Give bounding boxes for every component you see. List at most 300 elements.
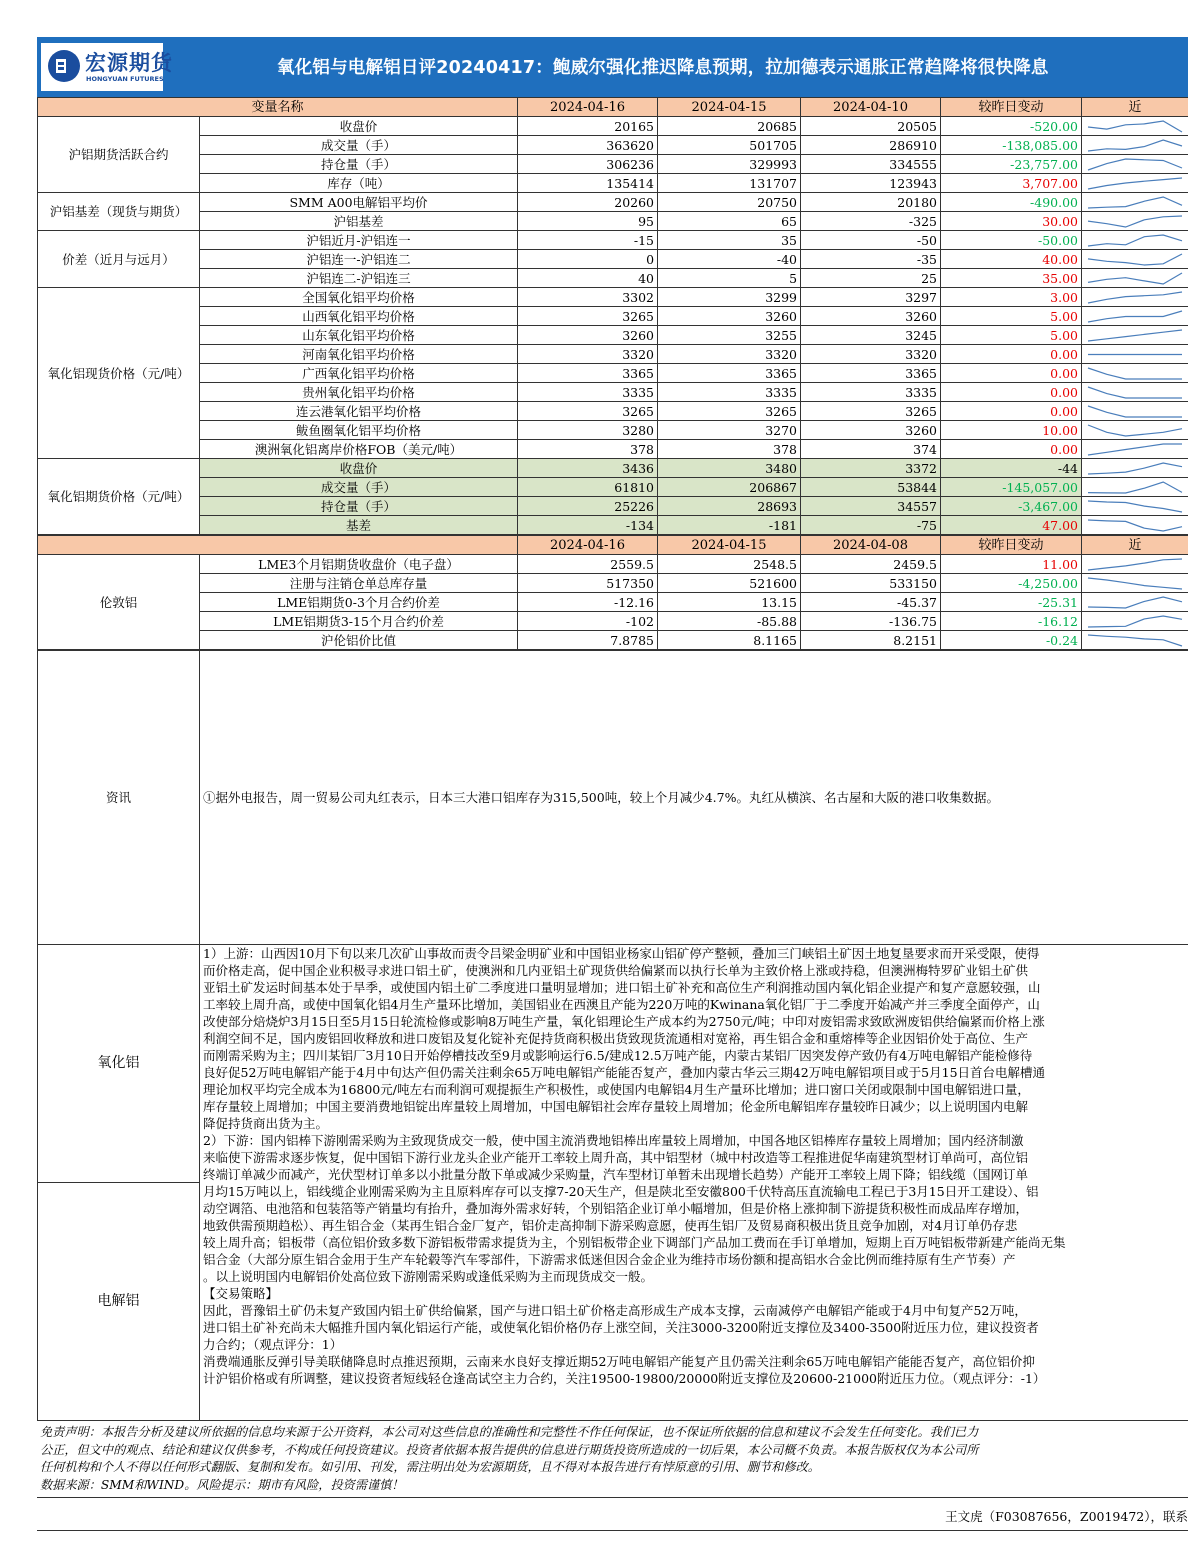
value-cell: 13.15 — [658, 593, 801, 612]
value-cell: 20685 — [658, 117, 801, 136]
sparkline-chart — [1085, 479, 1185, 496]
value-cell: 3280 — [518, 421, 658, 440]
analysis-line: 力合约；（观点评分：1） — [203, 1337, 343, 1352]
value-cell: 20505 — [801, 117, 941, 136]
analysis-line: 终端订单减少而减产，光伏型材订单多以小批量分散下单或减少采购量，汽车型材订单暂未出现增长趋势）产能开工率较上周下降；铝线缆（国网订单 — [203, 1167, 1029, 1182]
value-cell: -15 — [518, 231, 658, 250]
sparkline-chart — [1085, 213, 1185, 230]
table-row — [38, 136, 1188, 155]
group-label: 价差（近月与远月） — [38, 231, 200, 288]
value-cell: 20180 — [801, 193, 941, 212]
sparkline-chart — [1085, 346, 1185, 363]
value-cell: 25226 — [518, 497, 658, 516]
value-cell: 286910 — [801, 136, 941, 155]
sparkline-cell — [1082, 174, 1188, 193]
sparkline-line — [1088, 159, 1182, 170]
group-label: 沪铝期货活跃合约 — [38, 117, 200, 193]
disclaimer-line: 公正，但文中的观点、结论和建议仅供参考，不构成任何投资建议。投资者依据本报告提供的信息进行期货投资所造成的一切后果，本公司概不负责。本报告版权仅为本公司所 — [40, 1442, 979, 1457]
sparkline-chart — [1085, 156, 1185, 173]
row-label: 库存（吨） — [200, 174, 518, 193]
change-cell: 0.00 — [941, 440, 1082, 459]
sparkline-cell — [1082, 212, 1188, 231]
disclaimer-line: 任何机构和个人不得以任何形式翻版、复制和发布。如引用、刊发，需注明出处为宏源期货，且不得对本报告进行有悖原意的引用、删节和修改。 — [40, 1460, 820, 1474]
analysis-line: 利润空间不足，国内废铝回收释放和进口废铝及复化锭补充促持货商积极出货致现货流通相对宽裕，再生铝合金和重熔棒等企业因铝价处于高位、生产 — [203, 1031, 1029, 1046]
value-cell: 25 — [801, 269, 941, 288]
value-cell: 3335 — [518, 383, 658, 402]
header-cell: 2024-04-10 — [801, 98, 941, 117]
change-cell: 5.00 — [941, 326, 1082, 345]
value-cell: 7.8785 — [518, 631, 658, 650]
logo-english-text: HONGYUAN FUTURES — [86, 75, 164, 83]
analysis-line: 库存量较上周增加；中国主要消费地铝锭出库量较上周增加，中国电解铝社会库存量较上周增加；伦金所电解铝库存量较昨日减少；以上说明国内电解 — [203, 1099, 1029, 1114]
analysis-line: 月均15万吨以上，铝线缆企业刚需采购为主且原料库存可以支撑7-20天生产，但是陕北至安徽800千伏特高压直流输电工程已于3月15日开工建设）、铝 — [203, 1184, 1039, 1199]
logo-chinese-text: 宏源期货 — [85, 51, 173, 75]
change-cell: 0.00 — [941, 402, 1082, 421]
sparkline-line — [1088, 387, 1182, 398]
table-row — [38, 307, 1188, 326]
table-row — [38, 250, 1188, 269]
value-cell: 3480 — [658, 459, 801, 478]
sparkline-chart — [1085, 556, 1185, 573]
table-row — [38, 383, 1188, 402]
row-label: 沪铝连一-沪铝连二 — [200, 250, 518, 269]
sparkline-cell — [1082, 574, 1188, 593]
sparkline-chart — [1085, 289, 1185, 306]
aluminum-section-label: 电解铝 — [97, 1292, 140, 1309]
value-cell: 306236 — [518, 155, 658, 174]
analysis-line: 来临使下游需求逐步恢复，促中国铝下游行业龙头企业产能开工率较上周升高，其中铝型材（城中村改造等工程推进促华南建筑型材订单尚可，高位铝 — [203, 1150, 1029, 1165]
change-cell: 10.00 — [941, 421, 1082, 440]
value-cell: -134 — [518, 516, 658, 535]
sparkline-chart — [1085, 575, 1185, 592]
row-label: 收盘价 — [200, 117, 518, 136]
value-cell: 2548.5 — [658, 555, 801, 574]
sparkline-chart — [1085, 308, 1185, 325]
sparkline-cell — [1082, 288, 1188, 307]
change-cell: 3.00 — [941, 288, 1082, 307]
row-label: 澳洲氧化铝离岸价格FOB（美元/吨） — [200, 440, 518, 459]
table-row — [38, 459, 1188, 478]
value-cell: -50 — [801, 231, 941, 250]
group-label: 沪铝基差（现货与期货） — [38, 193, 200, 231]
sparkline-chart — [1085, 460, 1185, 477]
table-row — [38, 269, 1188, 288]
value-cell: 3320 — [518, 345, 658, 364]
analysis-line: 降促持货商出货为主。 — [203, 1116, 329, 1131]
sparkline-cell — [1082, 383, 1188, 402]
table-row — [38, 117, 1188, 136]
sparkline-line — [1088, 425, 1182, 436]
sparkline-chart — [1085, 384, 1185, 401]
analysis-line: 工率较上周升高，或使中国氧化铝4月生产量环比增加，美国铝业在西澳且产能为220万吨的Kwinana氧化铝厂于二季度开始减产并三季度全面停产，山 — [203, 997, 1040, 1012]
sparkline-cell — [1082, 250, 1188, 269]
sparkline-line — [1088, 273, 1182, 284]
sparkline-line — [1088, 178, 1182, 189]
value-cell: 3335 — [801, 383, 941, 402]
header-cell: 2024-04-16 — [518, 536, 658, 555]
group-label: 氧化铝现货价格（元/吨） — [38, 288, 200, 459]
header-cell: 2024-04-15 — [658, 536, 801, 555]
table-row — [38, 612, 1188, 631]
table-row — [38, 155, 1188, 174]
sparkline-line — [1088, 330, 1182, 341]
row-label: 成交量（手） — [200, 136, 518, 155]
value-cell: 8.1165 — [658, 631, 801, 650]
sparkline-cell — [1082, 421, 1188, 440]
value-cell: 3245 — [801, 326, 941, 345]
table-row — [38, 193, 1188, 212]
sparkline-cell — [1082, 307, 1188, 326]
table-row — [38, 231, 1188, 250]
sparkline-line — [1088, 597, 1182, 608]
change-cell: 11.00 — [941, 555, 1082, 574]
analysis-line: 因此，晋豫铝土矿仍未复产致国内铝土矿供给偏紧，国产与进口铝土矿价格走高形成生产成本支撑，云南减停产电解铝产能或于4月中旬复产52万吨， — [203, 1303, 1027, 1318]
row-label: 注册与注销仓单总库存量 — [200, 574, 518, 593]
value-cell: 3372 — [801, 459, 941, 478]
value-cell: 131707 — [658, 174, 801, 193]
change-cell: -3,467.00 — [941, 497, 1082, 516]
lme-header-row — [38, 536, 1188, 555]
table-row — [38, 516, 1188, 535]
value-cell: 3260 — [518, 326, 658, 345]
value-cell: 206867 — [658, 478, 801, 497]
header-variable-name: 变量名称 — [38, 98, 518, 117]
value-cell: 123943 — [801, 174, 941, 193]
row-label: 沪铝近月-沪铝连一 — [200, 231, 518, 250]
value-cell: 3265 — [518, 307, 658, 326]
change-cell: 0.00 — [941, 345, 1082, 364]
value-cell: 334555 — [801, 155, 941, 174]
value-cell: -181 — [658, 516, 801, 535]
value-cell: -85.88 — [658, 612, 801, 631]
change-cell: -145,057.00 — [941, 478, 1082, 497]
value-cell: 35 — [658, 231, 801, 250]
sparkline-line — [1088, 578, 1182, 589]
value-cell: 3299 — [658, 288, 801, 307]
value-cell: 3335 — [658, 383, 801, 402]
change-cell: 35.00 — [941, 269, 1082, 288]
value-cell: 20750 — [658, 193, 801, 212]
sparkline-line — [1088, 121, 1182, 132]
value-cell: 65 — [658, 212, 801, 231]
sparkline-chart — [1085, 137, 1185, 154]
sparkline-line — [1088, 406, 1182, 417]
value-cell: 3365 — [518, 364, 658, 383]
analyst-info: 王文虎（F03087656，Z0019472），联系 — [37, 1498, 1188, 1531]
change-cell: -23,757.00 — [941, 155, 1082, 174]
header-cell: 近 — [1082, 98, 1188, 117]
analysis-line: 较上周升高；铝板带（高位铝价致多数下游铝板带需求提货为主，个别铝板带企业下调部门产品加工费而在手订单增加，短期上百万吨铝板带新建产能尚无集 — [203, 1235, 1066, 1250]
report-header — [37, 37, 1188, 97]
sparkline-line — [1088, 635, 1182, 646]
row-label: LME铝期货0-3个月合约价差 — [200, 593, 518, 612]
sparkline-cell — [1082, 155, 1188, 174]
sparkline-cell — [1082, 612, 1188, 631]
news-text: ①据外电报告，周一贸易公司丸红表示，日本三大港口铝库存为315,500吨，较上个月减少4.7%。丸红从横滨、名古屋和大阪的港口收集数据。 — [200, 651, 1188, 945]
sparkline-line — [1088, 140, 1182, 151]
value-cell: -40 — [658, 250, 801, 269]
analysis-line: 理论加权平均完全成本为16800元/吨左右而利润可观提振生产积极性，或使国内电解铝4月生产量环比增加；进口窗口关闭或限制中国电解铝进口量， — [203, 1082, 1030, 1097]
value-cell: 3365 — [658, 364, 801, 383]
sparkline-line — [1088, 520, 1182, 531]
sparkline-line — [1088, 444, 1182, 455]
row-label: 鲅鱼圈氧化铝平均价格 — [200, 421, 518, 440]
sparkline-line — [1088, 482, 1182, 493]
change-cell: -44 — [941, 459, 1082, 478]
change-cell: 0.00 — [941, 364, 1082, 383]
company-logo — [41, 43, 173, 91]
value-cell: 95 — [518, 212, 658, 231]
value-cell: 28693 — [658, 497, 801, 516]
header-cell: 2024-04-15 — [658, 98, 801, 117]
alumina-section-label: 氧化铝 — [38, 945, 199, 1183]
value-cell: 8.2151 — [801, 631, 941, 650]
table-row — [38, 593, 1188, 612]
sparkline-line — [1088, 463, 1182, 474]
value-cell: 3265 — [658, 402, 801, 421]
analysis-line: 亚铝土矿发运时间基本处于旱季，或使国内铝土矿二季度进口量明显增加；进口铝土矿补充和高位生产利润推动国内氧化铝企业提产和复产意愿较强，山 — [203, 980, 1041, 995]
header-cell: 2024-04-16 — [518, 98, 658, 117]
value-cell: 3297 — [801, 288, 941, 307]
value-cell: 378 — [658, 440, 801, 459]
sparkline-cell — [1082, 269, 1188, 288]
header-cell: 2024-04-08 — [801, 536, 941, 555]
table-header-row — [38, 98, 1188, 117]
sparkline-line — [1088, 235, 1182, 246]
analysis-line: 改使部分焙烧炉3月15日至5月15日轮流检修或影响8万吨生产量，氧化铝理论生产成本约为2750元/吨；中印对废铝需求致欧洲废铝供给偏紧而价格上涨 — [203, 1014, 1045, 1029]
sparkline-cell — [1082, 497, 1188, 516]
value-cell: 2459.5 — [801, 555, 941, 574]
row-label: 沪铝连二-沪铝连三 — [200, 269, 518, 288]
row-label: 全国氧化铝平均价格 — [200, 288, 518, 307]
table-row — [38, 478, 1188, 497]
value-cell: 3320 — [801, 345, 941, 364]
sparkline-line — [1088, 197, 1182, 208]
header-cell: 近 — [1082, 536, 1188, 555]
change-cell: -4,250.00 — [941, 574, 1082, 593]
analysis-line: 铝合金（大部分原生铝合金用于生产车轮毂等汽车零部件，下游需求低迷但因合金企业为维持市场份额和提高铝水合金比例而维持原有生产节奏）产 — [203, 1252, 1016, 1267]
sparkline-line — [1088, 501, 1182, 512]
sparkline-chart — [1085, 270, 1185, 287]
change-cell: -490.00 — [941, 193, 1082, 212]
sparkline-line — [1088, 292, 1182, 303]
row-label: 连云港氧化铝平均价格 — [200, 402, 518, 421]
change-cell: 5.00 — [941, 307, 1082, 326]
analysis-line: 。以上说明国内电解铝价处高位致下游刚需采购或逢低采购为主而现货成交一般。 — [203, 1269, 654, 1284]
report-sheet — [37, 37, 1188, 1531]
sparkline-chart — [1085, 327, 1185, 344]
value-cell: 53844 — [801, 478, 941, 497]
change-cell: 0.00 — [941, 383, 1082, 402]
sparkline-chart — [1085, 632, 1185, 649]
value-cell: 363620 — [518, 136, 658, 155]
sparkline-cell — [1082, 478, 1188, 497]
analysis-line: 地致供需预期趋松）、再生铝合金（某再生铝合金厂复产，铝价走高抑制下游采购意愿，使再生铝厂及贸易商积极出货且竞争加剧，对4月订单仍存悲 — [203, 1218, 1018, 1233]
disclaimer-line: 免责声明：本报告分析及建议所依据的信息均来源于公开资料，本公司对这些信息的准确性和完整性不作任何保证，也不保证所依据的信息和建议不会发生任何变化。我们已力 — [40, 1425, 979, 1439]
sparkline-chart — [1085, 194, 1185, 211]
value-cell: 3260 — [658, 307, 801, 326]
value-cell: 521600 — [658, 574, 801, 593]
value-cell: 3260 — [801, 421, 941, 440]
row-label: 沪伦铝价比值 — [200, 631, 518, 650]
lme-aluminum-table — [37, 535, 1188, 650]
analysis-line: 消费端通胀反弹引导美联储降息时点推迟预期，云南来水良好支撑近期52万吨电解铝产能复产且仍需关注剩余65万吨电解铝产能能否复产，高位铝价抑 — [203, 1354, 1035, 1369]
value-cell: 3260 — [801, 307, 941, 326]
value-cell: 3265 — [518, 402, 658, 421]
sparkline-chart — [1085, 498, 1185, 515]
row-label: 沪铝基差 — [200, 212, 518, 231]
sparkline-cell — [1082, 231, 1188, 250]
table-row — [38, 326, 1188, 345]
row-label: SMM A00电解铝平均价 — [200, 193, 518, 212]
news-section-label: 资讯 — [38, 651, 200, 945]
value-cell: -102 — [518, 612, 658, 631]
disclaimer-line: 数据来源：SMM和WIND。风险提示：期市有风险，投资需谨慎！ — [40, 1477, 404, 1492]
sparkline-cell — [1082, 516, 1188, 535]
value-cell: 3255 — [658, 326, 801, 345]
value-cell: -75 — [801, 516, 941, 535]
sparkline-line — [1088, 559, 1182, 570]
value-cell: 3270 — [658, 421, 801, 440]
value-cell: 374 — [801, 440, 941, 459]
sparkline-chart — [1085, 517, 1185, 534]
row-label: LME铝期货3-15个月合约价差 — [200, 612, 518, 631]
row-label: LME3个月铝期货收盘价（电子盘） — [200, 555, 518, 574]
change-cell: -50.00 — [941, 231, 1082, 250]
change-cell: -0.24 — [941, 631, 1082, 650]
value-cell: 517350 — [518, 574, 658, 593]
row-label: 基差 — [200, 516, 518, 535]
row-label: 贵州氧化铝平均价格 — [200, 383, 518, 402]
value-cell: 501705 — [658, 136, 801, 155]
change-cell: -25.31 — [941, 593, 1082, 612]
sparkline-chart — [1085, 613, 1185, 630]
analysis-line: 而价格走高，促中国企业积极寻求进口铝土矿，使澳洲和几内亚铝土矿现货供给偏紧而以执行长单为主致价格上涨或持稳，但澳洲梅特罗矿业铝土矿供 — [203, 963, 1029, 978]
table-row — [38, 421, 1188, 440]
value-cell: -12.16 — [518, 593, 658, 612]
sparkline-cell — [1082, 555, 1188, 574]
value-cell: 378 — [518, 440, 658, 459]
value-cell: 34557 — [801, 497, 941, 516]
value-cell: 0 — [518, 250, 658, 269]
header-blank — [38, 536, 518, 555]
change-cell: 40.00 — [941, 250, 1082, 269]
sparkline-chart — [1085, 441, 1185, 458]
sparkline-line — [1088, 616, 1182, 627]
value-cell: 3436 — [518, 459, 658, 478]
sparkline-cell — [1082, 345, 1188, 364]
change-cell: 47.00 — [941, 516, 1082, 535]
row-label: 山东氧化铝平均价格 — [200, 326, 518, 345]
table-row — [38, 574, 1188, 593]
sparkline-cell — [1082, 364, 1188, 383]
value-cell: 329993 — [658, 155, 801, 174]
header-cell: 较昨日变动 — [941, 536, 1082, 555]
table-row — [38, 555, 1188, 574]
row-label: 持仓量（手） — [200, 155, 518, 174]
analysis-line: 【交易策略】 — [203, 1286, 279, 1301]
sparkline-chart — [1085, 594, 1185, 611]
change-cell: 3,707.00 — [941, 174, 1082, 193]
analysis-line: 而刚需采购为主；四川某铝厂3月10日开始停槽技改至9月或影响运行6.5/建成12.5万吨产能，内蒙古某铝厂因突发停产致仍有4万吨电解铝产能检修待 — [203, 1048, 1033, 1063]
value-cell: 3265 — [801, 402, 941, 421]
value-cell: 533150 — [801, 574, 941, 593]
analysis-line: 良好促52万吨电解铝产能于4月中旬达产但仍需关注剩余65万吨电解铝产能能否复产，叠加内蒙古华云三期42万吨电解铝项目或于5月15日首台电解槽通 — [203, 1065, 1046, 1080]
row-label: 广西氧化铝平均价格 — [200, 364, 518, 383]
sparkline-cell — [1082, 326, 1188, 345]
sparkline-line — [1088, 311, 1182, 322]
analysis-line: 2）下游：国内铝棒下游刚需采购为主致现货成交一般，使中国主流消费地铝棒出库量较上周增加，中国各地区铝棒库存量较上周增加；国内经济制激 — [203, 1133, 1024, 1148]
table-row — [38, 631, 1188, 650]
row-label: 河南氧化铝平均价格 — [200, 345, 518, 364]
sparkline-cell — [1082, 459, 1188, 478]
sparkline-chart — [1085, 403, 1185, 420]
sparkline-cell — [1082, 402, 1188, 421]
row-label: 成交量（手） — [200, 478, 518, 497]
sparkline-cell — [1082, 593, 1188, 612]
analysis-line: 进口铝土矿补充尚未大幅推升国内氧化铝运行产能，或使氧化铝价格仍存上涨空间，关注3000-3200附近支撑位及3400-3500附近压力位，建议投资者 — [203, 1320, 1039, 1335]
analysis-line: 1）上游：山西因10月下旬以来几次矿山事故而责令吕梁金明矿业和中国铝业杨家山铝矿停产整顿，叠加三门峡铝土矿因土地复垦要求而开采受限，使得 — [203, 946, 1040, 961]
value-cell: -325 — [801, 212, 941, 231]
value-cell: 135414 — [518, 174, 658, 193]
sparkline-chart — [1085, 175, 1185, 192]
sparkline-cell — [1082, 193, 1188, 212]
sparkline-chart — [1085, 251, 1185, 268]
analysis-line: 动空调箔、电池箔和包装箔等产销量均有抬升，叠加海外需求好转，个别铝箔企业订单小幅增加，但是价格上涨抑制下游提货积极性而成品库存增加， — [203, 1201, 1029, 1216]
table-row — [38, 364, 1188, 383]
value-cell: -136.75 — [801, 612, 941, 631]
sparkline-line — [1088, 216, 1182, 227]
hongyuan-logo-icon — [47, 49, 81, 83]
value-cell: 3302 — [518, 288, 658, 307]
report-title: 氧化铝与电解铝日评20240417：鲍威尔强化推迟降息预期，拉加德表示通胀正常趋降将很快降息 — [277, 58, 1049, 78]
change-cell: -520.00 — [941, 117, 1082, 136]
table-row — [38, 212, 1188, 231]
row-label: 持仓量（手） — [200, 497, 518, 516]
sparkline-cell — [1082, 117, 1188, 136]
group-label: 伦敦铝 — [38, 555, 200, 650]
header-cell: 较昨日变动 — [941, 98, 1082, 117]
sparkline-chart — [1085, 365, 1185, 382]
value-cell: 20165 — [518, 117, 658, 136]
value-cell: 5 — [658, 269, 801, 288]
table-row — [38, 402, 1188, 421]
analysis-text — [200, 945, 1188, 1421]
table-row — [38, 440, 1188, 459]
disclaimer — [37, 1421, 1188, 1498]
table-row — [38, 174, 1188, 193]
value-cell: 61810 — [518, 478, 658, 497]
value-cell: -35 — [801, 250, 941, 269]
sparkline-line — [1088, 254, 1182, 265]
table-row — [38, 497, 1188, 516]
row-label: 山西氧化铝平均价格 — [200, 307, 518, 326]
value-cell: 3320 — [658, 345, 801, 364]
sparkline-cell — [1082, 631, 1188, 650]
commentary-table — [37, 650, 1188, 1421]
value-cell: 3365 — [801, 364, 941, 383]
analysis-line: 计沪铝价格或有所调整，建议投资者短线轻仓逢高试空主力合约，关注19500-19800/20000附近支撑位及20600-21000附近压力位。（观点评分：-1） — [203, 1371, 1046, 1386]
sparkline-cell — [1082, 136, 1188, 155]
value-cell: 40 — [518, 269, 658, 288]
value-cell: 2559.5 — [518, 555, 658, 574]
sparkline-cell — [1082, 440, 1188, 459]
market-data-table — [37, 97, 1188, 535]
sparkline-chart — [1085, 422, 1185, 439]
sparkline-chart — [1085, 232, 1185, 249]
value-cell: -45.37 — [801, 593, 941, 612]
row-label: 收盘价 — [200, 459, 518, 478]
